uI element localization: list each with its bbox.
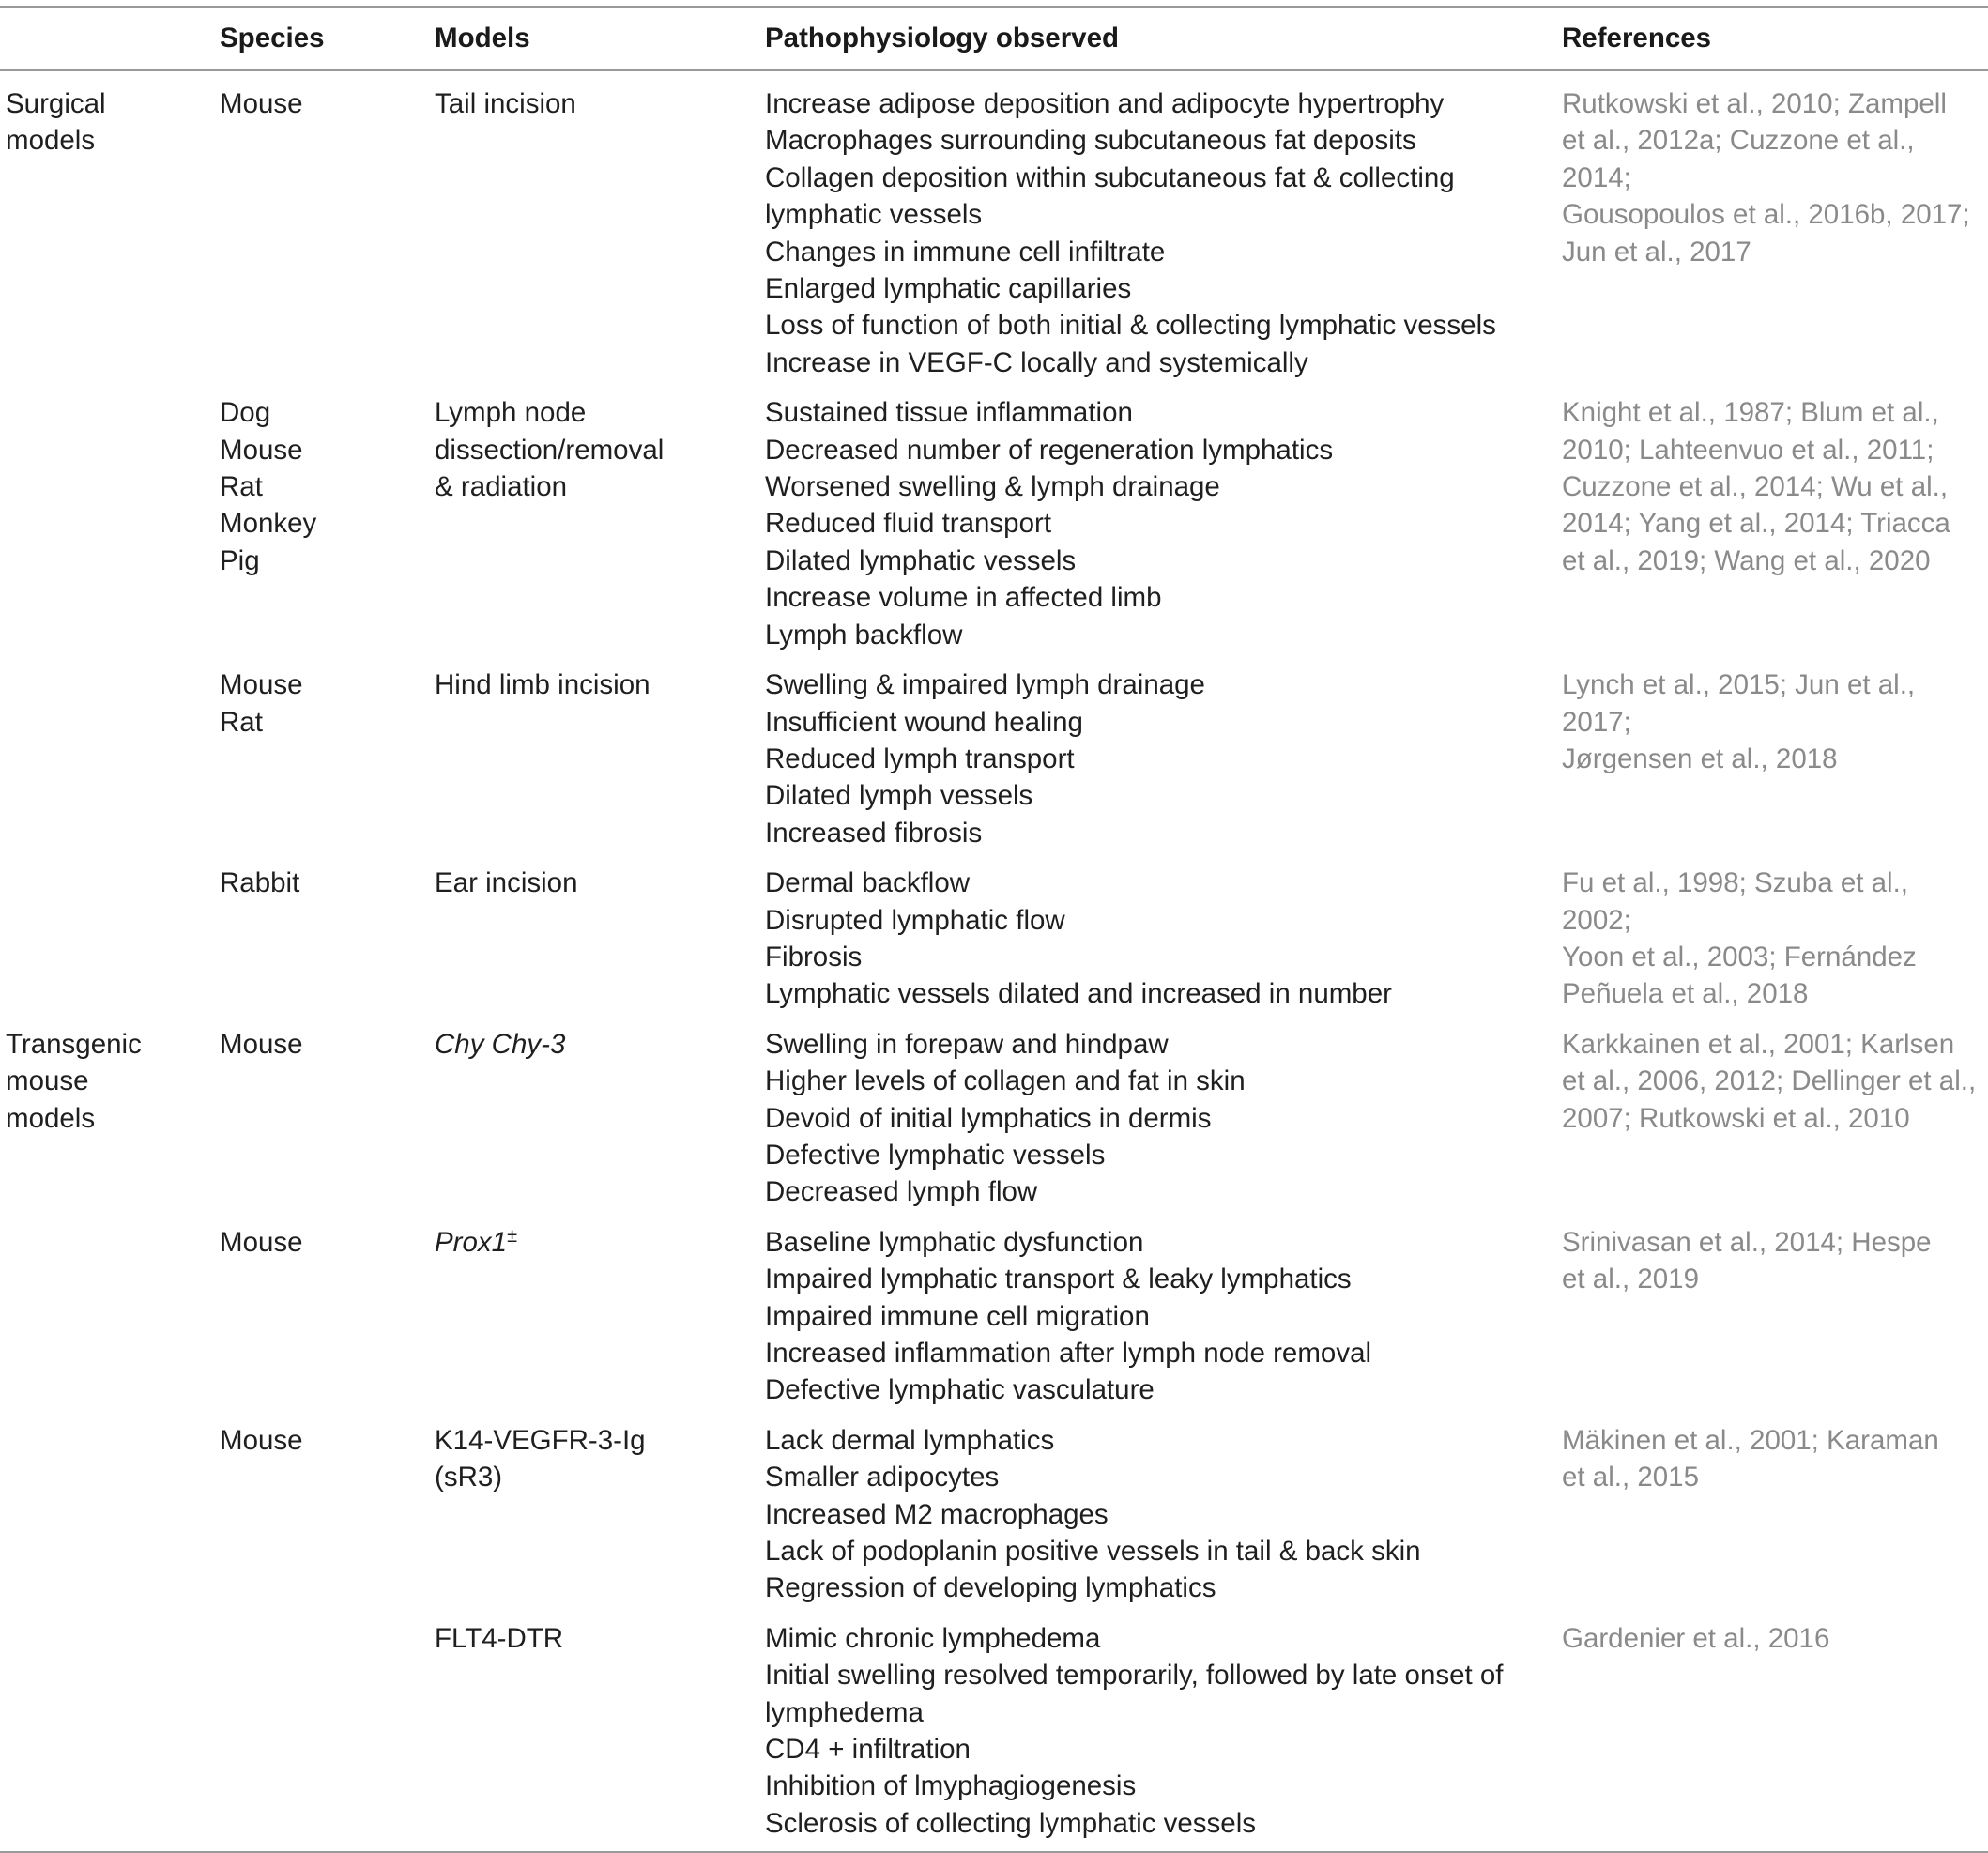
- references-line: [1562, 975, 1982, 1012]
- references-cell: [1562, 70, 1988, 389]
- references-line: [1562, 1422, 1982, 1459]
- species-line: [220, 505, 435, 542]
- pathophysiology-text: Lack of podoplanin positive vessels in tail & back skin: [765, 1536, 1421, 1568]
- pathophysiology-line: [765, 666, 1562, 703]
- species-text: Dog: [220, 397, 271, 429]
- pathophysiology-text: Disrupted lymphatic flow: [765, 904, 1065, 936]
- pathophysiology-line: [765, 122, 1562, 159]
- pathophysiology-text: Devoid of initial lymphatics in dermis: [765, 1102, 1212, 1134]
- category-line: [6, 1063, 220, 1099]
- references-cell: [1562, 1615, 1988, 1852]
- pathophysiology-text: Increase volume in affected limb: [765, 582, 1162, 614]
- species-line: [220, 1422, 435, 1459]
- pathophysiology-cell: [765, 1020, 1562, 1218]
- references-text: et al., 2006, 2012; Dellinger et al.,: [1562, 1065, 1977, 1097]
- pathophysiology-line: [765, 394, 1562, 431]
- model-cell: [435, 389, 765, 661]
- species-line: [220, 432, 435, 468]
- pathophysiology-line: [765, 1533, 1562, 1570]
- references-line: [1562, 122, 1982, 196]
- models-line: [435, 1620, 765, 1657]
- category-cell: [0, 1020, 220, 1218]
- pathophysiology-text: Enlarged lymphatic capillaries: [765, 273, 1132, 305]
- references-cell: [1562, 661, 1988, 859]
- pathophysiology-text: Loss of function of both initial & collecting lymphatic vessels: [765, 310, 1496, 342]
- pathophysiology-line: [765, 234, 1562, 270]
- model-superscript: ±: [507, 1225, 518, 1247]
- species-text: Rat: [220, 706, 263, 738]
- references-line: [1562, 1459, 1982, 1495]
- models-line: [435, 1026, 765, 1063]
- pathophysiology-line: [765, 1657, 1562, 1693]
- model-cell: [435, 1417, 765, 1615]
- models-text: Tail incision: [435, 88, 576, 119]
- models-line: [435, 1459, 765, 1495]
- category-text: Surgical: [6, 88, 106, 119]
- species-text: Rabbit: [220, 867, 300, 899]
- pathophysiology-line: [765, 1261, 1562, 1297]
- pathophysiology-cell: [765, 389, 1562, 661]
- species-cell: [220, 1020, 435, 1218]
- category-text: mouse: [6, 1065, 89, 1097]
- pathophysiology-line: [765, 617, 1562, 653]
- pathophysiology-cell: [765, 1615, 1562, 1852]
- pathophysiology-cell: [765, 70, 1562, 389]
- pathophysiology-line: [765, 579, 1562, 616]
- references-line: [1562, 394, 1982, 431]
- pathophysiology-line: [765, 270, 1562, 307]
- table-body: [0, 70, 1988, 1852]
- header-category: [0, 7, 220, 70]
- header-models: Models: [435, 23, 530, 54]
- pathophysiology-text: Increased inflammation after lymph node removal: [765, 1338, 1372, 1369]
- pathophysiology-line: [765, 1371, 1562, 1408]
- references-text: et al., 2012a; Cuzzone et al., 2014;: [1562, 125, 1922, 193]
- species-cell: [220, 1417, 435, 1615]
- pathophysiology-text: Fibrosis: [765, 941, 863, 972]
- pathophysiology-line: [765, 1805, 1562, 1842]
- pathophysiology-text: Collagen deposition within subcutaneous fat & collecting: [765, 161, 1455, 193]
- table-row: [0, 1218, 1988, 1417]
- category-text: Transgenic: [6, 1028, 142, 1060]
- species-text: Mouse: [220, 1424, 303, 1456]
- pathophysiology-text: Increased fibrosis: [765, 817, 983, 849]
- pathophysiology-text: Defective lymphatic vessels: [765, 1139, 1106, 1171]
- references-cell: [1562, 1218, 1988, 1417]
- pathophysiology-line: [765, 505, 1562, 542]
- references-line: [1562, 865, 1982, 939]
- references-text: Karkkainen et al., 2001; Karlsen: [1562, 1028, 1955, 1060]
- category-line: [6, 1100, 220, 1137]
- pathophysiology-line: [765, 1768, 1562, 1804]
- references-line: [1562, 939, 1982, 975]
- pathophysiology-text: Lymph backflow: [765, 619, 963, 651]
- models-text: Hind limb incision: [435, 669, 650, 701]
- pathophysiology-line: [765, 865, 1562, 901]
- pathophysiology-line: [765, 160, 1562, 196]
- pathophysiology-line: [765, 704, 1562, 741]
- model-cell: [435, 70, 765, 389]
- pathophysiology-text: Increase adipose deposition and adipocyte hypertrophy: [765, 88, 1445, 119]
- pathophysiology-line: [765, 939, 1562, 975]
- pathophysiology-text: Smaller adipocytes: [765, 1462, 1000, 1493]
- table-container: [0, 6, 1988, 1853]
- species-line: [220, 865, 435, 901]
- references-text: Peñuela et al., 2018: [1562, 978, 1809, 1010]
- pathophysiology-text: Insufficient wound healing: [765, 706, 1083, 738]
- pathophysiology-line: [765, 1620, 1562, 1657]
- category-cell: [0, 661, 220, 859]
- pathophysiology-text: Mimic chronic lymphedema: [765, 1622, 1101, 1654]
- models-line: [435, 468, 765, 505]
- pathophysiology-text: CD4 + infiltration: [765, 1734, 971, 1766]
- references-text: 2010; Lahteenvuo et al., 2011;: [1562, 434, 1934, 466]
- pathophysiology-cell: [765, 859, 1562, 1020]
- pathophysiology-cell: [765, 1417, 1562, 1615]
- pathophysiology-line: [765, 345, 1562, 381]
- species-cell: [220, 661, 435, 859]
- models-text: FLT4-DTR: [435, 1622, 564, 1654]
- references-line: [1562, 1063, 1982, 1099]
- references-line: [1562, 196, 1982, 233]
- models-line: [435, 1422, 765, 1459]
- species-line: [220, 394, 435, 431]
- references-line: [1562, 85, 1982, 122]
- model-cell: [435, 1218, 765, 1417]
- header-references: References: [1562, 23, 1712, 54]
- references-text: et al., 2015: [1562, 1462, 1699, 1493]
- pathophysiology-text: Dermal backflow: [765, 867, 971, 899]
- pathophysiology-text: Swelling & impaired lymph drainage: [765, 669, 1205, 701]
- models-text: Ear incision: [435, 867, 578, 899]
- references-text: Jun et al., 2017: [1562, 236, 1751, 268]
- references-text: Fu et al., 1998; Szuba et al., 2002;: [1562, 867, 1917, 936]
- category-cell: [0, 1417, 220, 1615]
- pathophysiology-text: Lack dermal lymphatics: [765, 1424, 1055, 1456]
- pathophysiology-line: [765, 815, 1562, 851]
- references-line: [1562, 666, 1982, 741]
- references-cell: [1562, 1417, 1988, 1615]
- references-line: [1562, 1620, 1982, 1657]
- pathophysiology-text: Reduced fluid transport: [765, 508, 1052, 540]
- references-line: [1562, 468, 1982, 505]
- references-line: [1562, 432, 1982, 468]
- references-text: et al., 2019; Wang et al., 2020: [1562, 544, 1931, 576]
- header-row: [0, 7, 1988, 70]
- category-cell: [0, 389, 220, 661]
- references-line: [1562, 1100, 1982, 1137]
- pathophysiology-line: [765, 1173, 1562, 1210]
- references-cell: [1562, 389, 1988, 661]
- pathophysiology-text: Dilated lymphatic vessels: [765, 544, 1077, 576]
- pathophysiology-text: Impaired lymphatic transport & leaky lymphatics: [765, 1263, 1352, 1295]
- table-row: [0, 1417, 1988, 1615]
- references-text: 2007; Rutkowski et al., 2010: [1562, 1102, 1910, 1134]
- species-line: [220, 543, 435, 579]
- species-cell: [220, 1218, 435, 1417]
- category-line: [6, 85, 220, 122]
- references-line: [1562, 1026, 1982, 1063]
- pathophysiology-text: Swelling in forepaw and hindpaw: [765, 1028, 1169, 1060]
- models-text: Lymph node: [435, 397, 587, 429]
- pathophysiology-line: [765, 543, 1562, 579]
- references-text: Gardenier et al., 2016: [1562, 1622, 1830, 1654]
- references-text: Yoon et al., 2003; Fernández: [1562, 941, 1917, 972]
- category-text: models: [6, 1102, 96, 1134]
- models-line: [435, 394, 765, 431]
- references-text: Lynch et al., 2015; Jun et al., 2017;: [1562, 669, 1923, 738]
- references-text: Srinivasan et al., 2014; Hespe: [1562, 1226, 1932, 1258]
- table-row: [0, 389, 1988, 661]
- species-text: Mouse: [220, 88, 303, 119]
- model-cell: [435, 1615, 765, 1852]
- models-line: [435, 865, 765, 901]
- pathophysiology-text: Higher levels of collagen and fat in skin: [765, 1065, 1246, 1097]
- models-text: K14-VEGFR-3-Ig: [435, 1424, 646, 1456]
- models-text: & radiation: [435, 471, 568, 503]
- category-cell: [0, 1218, 220, 1417]
- pathophysiology-text: lymphatic vessels: [765, 199, 983, 231]
- references-text: 2014; Yang et al., 2014; Triacca: [1562, 508, 1950, 540]
- species-line: [220, 468, 435, 505]
- pathophysiology-text: Regression of developing lymphatics: [765, 1572, 1216, 1604]
- references-line: [1562, 505, 1982, 542]
- references-cell: [1562, 1020, 1988, 1218]
- pathophysiology-text: Impaired immune cell migration: [765, 1300, 1150, 1332]
- pathophysiology-line: [765, 777, 1562, 814]
- pathophysiology-text: Sustained tissue inflammation: [765, 397, 1133, 429]
- references-line: [1562, 1261, 1982, 1297]
- references-text: Cuzzone et al., 2014; Wu et al.,: [1562, 471, 1949, 503]
- pathophysiology-line: [765, 741, 1562, 777]
- model-cell: [435, 661, 765, 859]
- references-text: Rutkowski et al., 2010; Zampell: [1562, 88, 1947, 119]
- category-text: models: [6, 125, 96, 157]
- pathophysiology-cell: [765, 661, 1562, 859]
- references-line: [1562, 1224, 1982, 1261]
- models-text: Prox1: [435, 1226, 508, 1258]
- pathophysiology-line: [765, 1335, 1562, 1371]
- species-cell: [220, 389, 435, 661]
- species-text: Mouse: [220, 1226, 303, 1258]
- references-text: Mäkinen et al., 2001; Karaman: [1562, 1424, 1939, 1456]
- species-text: Mouse: [220, 1028, 303, 1060]
- species-cell: [220, 70, 435, 389]
- species-text: Mouse: [220, 669, 303, 701]
- references-text: et al., 2019: [1562, 1263, 1699, 1295]
- pathophysiology-line: [765, 1224, 1562, 1261]
- models-line: [435, 85, 765, 122]
- table-row: [0, 70, 1988, 389]
- pathophysiology-text: Inhibition of lmyphagiogenesis: [765, 1770, 1137, 1802]
- pathophysiology-line: [765, 1731, 1562, 1768]
- table-row: [0, 1020, 1988, 1218]
- models-line: [435, 1224, 765, 1261]
- pathophysiology-text: lymphedema: [765, 1696, 924, 1728]
- table-row: [0, 661, 1988, 859]
- species-line: [220, 1224, 435, 1261]
- species-text: Monkey: [220, 508, 317, 540]
- pathophysiology-line: [765, 1496, 1562, 1533]
- models-line: [435, 666, 765, 703]
- pathophysiology-text: Reduced lymph transport: [765, 743, 1075, 774]
- pathophysiology-line: [765, 1694, 1562, 1731]
- models-text: (sR3): [435, 1462, 503, 1493]
- pathophysiology-line: [765, 432, 1562, 468]
- pathophysiology-line: [765, 196, 1562, 233]
- references-line: [1562, 741, 1982, 777]
- pathophysiology-text: Defective lymphatic vasculature: [765, 1374, 1155, 1406]
- species-line: [220, 666, 435, 703]
- category-cell: [0, 70, 220, 389]
- pathophysiology-line: [765, 1063, 1562, 1099]
- references-text: Gousopoulos et al., 2016b, 2017;: [1562, 199, 1970, 231]
- category-line: [6, 1026, 220, 1063]
- species-line: [220, 704, 435, 741]
- category-line: [6, 122, 220, 159]
- pathophysiology-text: Increase in VEGF-C locally and systemically: [765, 346, 1308, 378]
- pathophysiology-line: [765, 1570, 1562, 1606]
- pathophysiology-line: [765, 1100, 1562, 1137]
- header-species: Species: [220, 23, 325, 54]
- species-text: Pig: [220, 544, 260, 576]
- pathophysiology-text: Macrophages surrounding subcutaneous fat deposits: [765, 125, 1416, 157]
- models-text: Chy Chy-3: [435, 1028, 566, 1060]
- pathophysiology-text: Worsened swelling & lymph drainage: [765, 471, 1220, 503]
- species-line: [220, 1026, 435, 1063]
- pathophysiology-line: [765, 307, 1562, 344]
- lymphedema-models-table: [0, 6, 1988, 1853]
- pathophysiology-line: [765, 1026, 1562, 1063]
- references-text: Knight et al., 1987; Blum et al.,: [1562, 397, 1939, 429]
- table-row: [0, 1615, 1988, 1852]
- species-cell: [220, 1615, 435, 1852]
- pathophysiology-text: Increased M2 macrophages: [765, 1498, 1109, 1530]
- references-text: Jørgensen et al., 2018: [1562, 743, 1838, 774]
- category-cell: [0, 859, 220, 1020]
- pathophysiology-text: Changes in immune cell infiltrate: [765, 236, 1166, 268]
- pathophysiology-text: Decreased number of regeneration lymphatics: [765, 434, 1334, 466]
- model-cell: [435, 1020, 765, 1218]
- pathophysiology-line: [765, 1459, 1562, 1495]
- references-cell: [1562, 859, 1988, 1020]
- pathophysiology-line: [765, 1298, 1562, 1335]
- pathophysiology-line: [765, 1137, 1562, 1173]
- pathophysiology-text: Initial swelling resolved temporarily, followed by late onset of: [765, 1660, 1504, 1692]
- pathophysiology-text: Lymphatic vessels dilated and increased in number: [765, 978, 1392, 1010]
- pathophysiology-line: [765, 85, 1562, 122]
- pathophysiology-line: [765, 468, 1562, 505]
- header-pathophysiology: Pathophysiology observed: [765, 23, 1120, 54]
- species-line: [220, 85, 435, 122]
- category-cell: [0, 1615, 220, 1852]
- models-line: [435, 432, 765, 468]
- pathophysiology-text: Dilated lymph vessels: [765, 780, 1033, 812]
- species-cell: [220, 859, 435, 1020]
- references-line: [1562, 543, 1982, 579]
- pathophysiology-cell: [765, 1218, 1562, 1417]
- pathophysiology-text: Decreased lymph flow: [765, 1176, 1038, 1208]
- pathophysiology-text: Sclerosis of collecting lymphatic vessels: [765, 1807, 1257, 1839]
- pathophysiology-text: Baseline lymphatic dysfunction: [765, 1226, 1144, 1258]
- pathophysiology-line: [765, 902, 1562, 939]
- models-text: dissection/removal: [435, 434, 665, 466]
- model-cell: [435, 859, 765, 1020]
- pathophysiology-line: [765, 1422, 1562, 1459]
- species-text: Mouse: [220, 434, 303, 466]
- species-text: Rat: [220, 471, 263, 503]
- table-row: [0, 859, 1988, 1020]
- references-line: [1562, 234, 1982, 270]
- pathophysiology-line: [765, 975, 1562, 1012]
